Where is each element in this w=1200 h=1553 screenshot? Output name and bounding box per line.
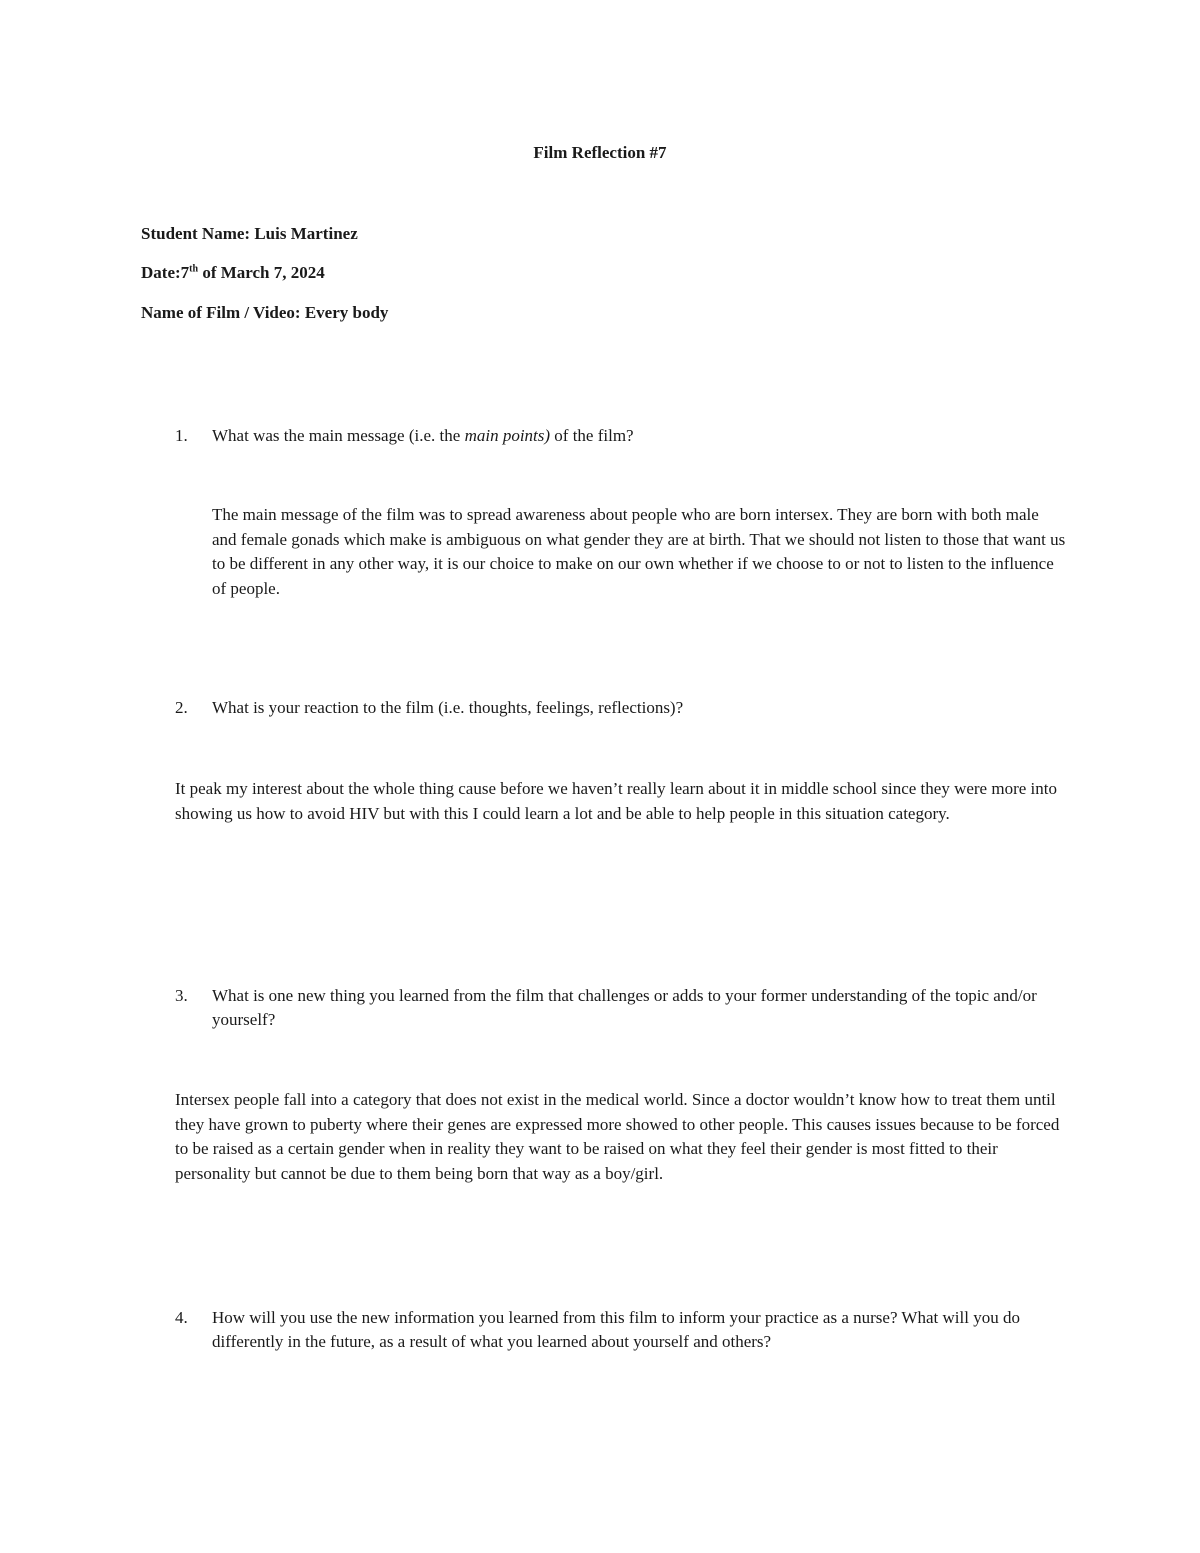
question-1	[175, 424, 1075, 448]
question-2	[175, 696, 1075, 720]
question-4	[175, 1306, 1075, 1354]
question-text-part: of the film?	[550, 426, 634, 445]
question-number: 2.	[175, 698, 188, 717]
question-number: 3.	[175, 986, 188, 1005]
date-ordinal: th	[189, 263, 199, 275]
question-text: What is your reaction to the film (i.e. thoughts, feelings, reflections)?	[212, 698, 684, 717]
question-text	[212, 424, 1075, 448]
question-text-part: What was the main message (i.e. the	[212, 426, 465, 445]
question-3	[175, 984, 1075, 1032]
document-title: Film Reflection #7	[533, 143, 667, 162]
date-line	[141, 263, 325, 283]
date-prefix: Date:7	[141, 263, 190, 282]
question-number: 1.	[175, 426, 188, 445]
student-name-line: Student Name: Luis Martinez	[141, 224, 358, 243]
question-text-italic: main points)	[464, 426, 551, 445]
question-text: What is one new thing you learned from the film that challenges or adds to your former understanding of the topic and/or yourself?	[212, 986, 1037, 1029]
film-name-line: Name of Film / Video: Every body	[141, 303, 389, 322]
answer-3: Intersex people fall into a category that does not exist in the medical world. Since a doctor wouldn’t know how to treat them until they have grown to puberty where their genes are expressed more showed to other people. This causes issues because to be forced to be raised as a certain gender when in reality they want to be raised on what they feel their gender is most fitted to their personality but cannot be due to them being born that way as a boy/girl.	[175, 1090, 1060, 1183]
question-number: 4.	[175, 1308, 188, 1327]
answer-1: The main message of the film was to spread awareness about people who are born intersex. They are born with both male and female gonads which make is ambiguous on what gender they are at birth. That we should not listen to those that want us to be different in any other way, it is our choice to make on our own whether if we choose to or not to listen to the influence of people.	[212, 505, 1066, 598]
answer-2: It peak my interest about the whole thing cause before we haven’t really learn about it in middle school since they were more into showing us how to avoid HIV but with this I could learn a lot and be able to help people in this situation category.	[175, 779, 1057, 823]
question-text: How will you use the new information you learned from this film to inform your practice as a nurse? What will you do differently in the future, as a result of what you learned about yourself and others?	[212, 1308, 1020, 1351]
date-suffix: of March 7, 2024	[198, 263, 325, 282]
